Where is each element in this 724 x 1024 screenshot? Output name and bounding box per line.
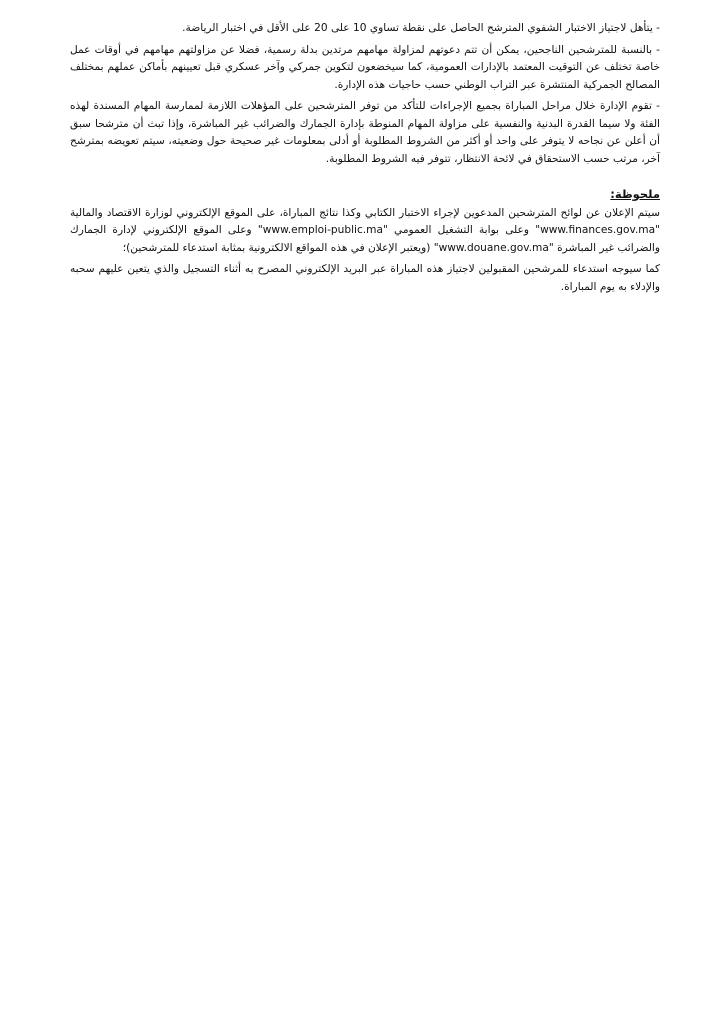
note-paragraph-convocation: كما سيوجه استدعاء للمرشحين المقبولين لاجتياز هذه المباراة عبر البريد الإلكتروني المصرح به أثناء التسجيل والذي يتعين عليهم سحبه والإدلاء به يوم المباراة. [70,263,660,293]
note-heading: ملحوظة: [610,187,660,201]
document-page [70,20,660,300]
note-paragraph-announcement: سيتم الإعلان عن لوائح المترشحين المدعوين لإجراء الاختبار الكتابي وكذا نتائج المباراة، على الموقع الإلكتروني لوزارة الاقتصاد والمالية "www.finances.gov.ma" وعلى بوابة التشغيل العمومي "www.emploi-public.ma" وعلى الموقع الإلكتروني لإدارة الجمارك والضرائب غير المباشرة "www.douane.gov.ma" (ويعتبر الإعلان في هذه المواقع الالكترونية بمثابة استدعاء للمترشحين)؛ [70,206,660,254]
paragraph-administration-verification: - تقوم الإدارة خلال مراحل المباراة بجميع الإجراءات للتأكد من توفر المترشحين على المؤهلات اللازمة لممارسة المهام المسندة لهذه الفئة ولا سيما القدرة البدنية والنفسية على مزاولة المهام المنوطة بإدارة الجمارك والضرائب غير المباشرة، وإذا تبث أن مترشحا سبق أن أعلن عن نجاحه لا يتوفر على واحد أو أكثر من الشروط المطلوبة أو أدلى بمعلومات غير صحيحة حول وضعيته، سيتم تعويضه بمترشح آخر، مرتب حسب الاستحقاق في لائحة الانتظار، تتوفر فيه الشروط المطلوبة. [70,100,660,165]
paragraph-successful-candidates-duties: - بالنسبة للمترشحين الناجحين، يمكن أن تتم دعوتهم لمزاولة مهامهم مرتدين بدلة رسمية، فضلا عن مزاولتهم مهامهم في أوقات عمل خاصة تختلف عن التوقيت المعتمد بالإدارات العمومية، كما سيخضعون لتكوين جمركي وآخر عسكري قبل تعيينهم بأماكن عملهم بمختلف المصالح الجمركية المنتشرة عبر التراب الوطني حسب حاجيات هذه الإدارة. [70,43,660,91]
section-spacer [70,172,660,186]
paragraph-oral-exam-eligibility: - يتأهل لاجتياز الاختبار الشفوي المترشح الحاصل على نقطة تساوي 10 على 20 على الأقل في اختبار الرياضة. [182,22,660,34]
